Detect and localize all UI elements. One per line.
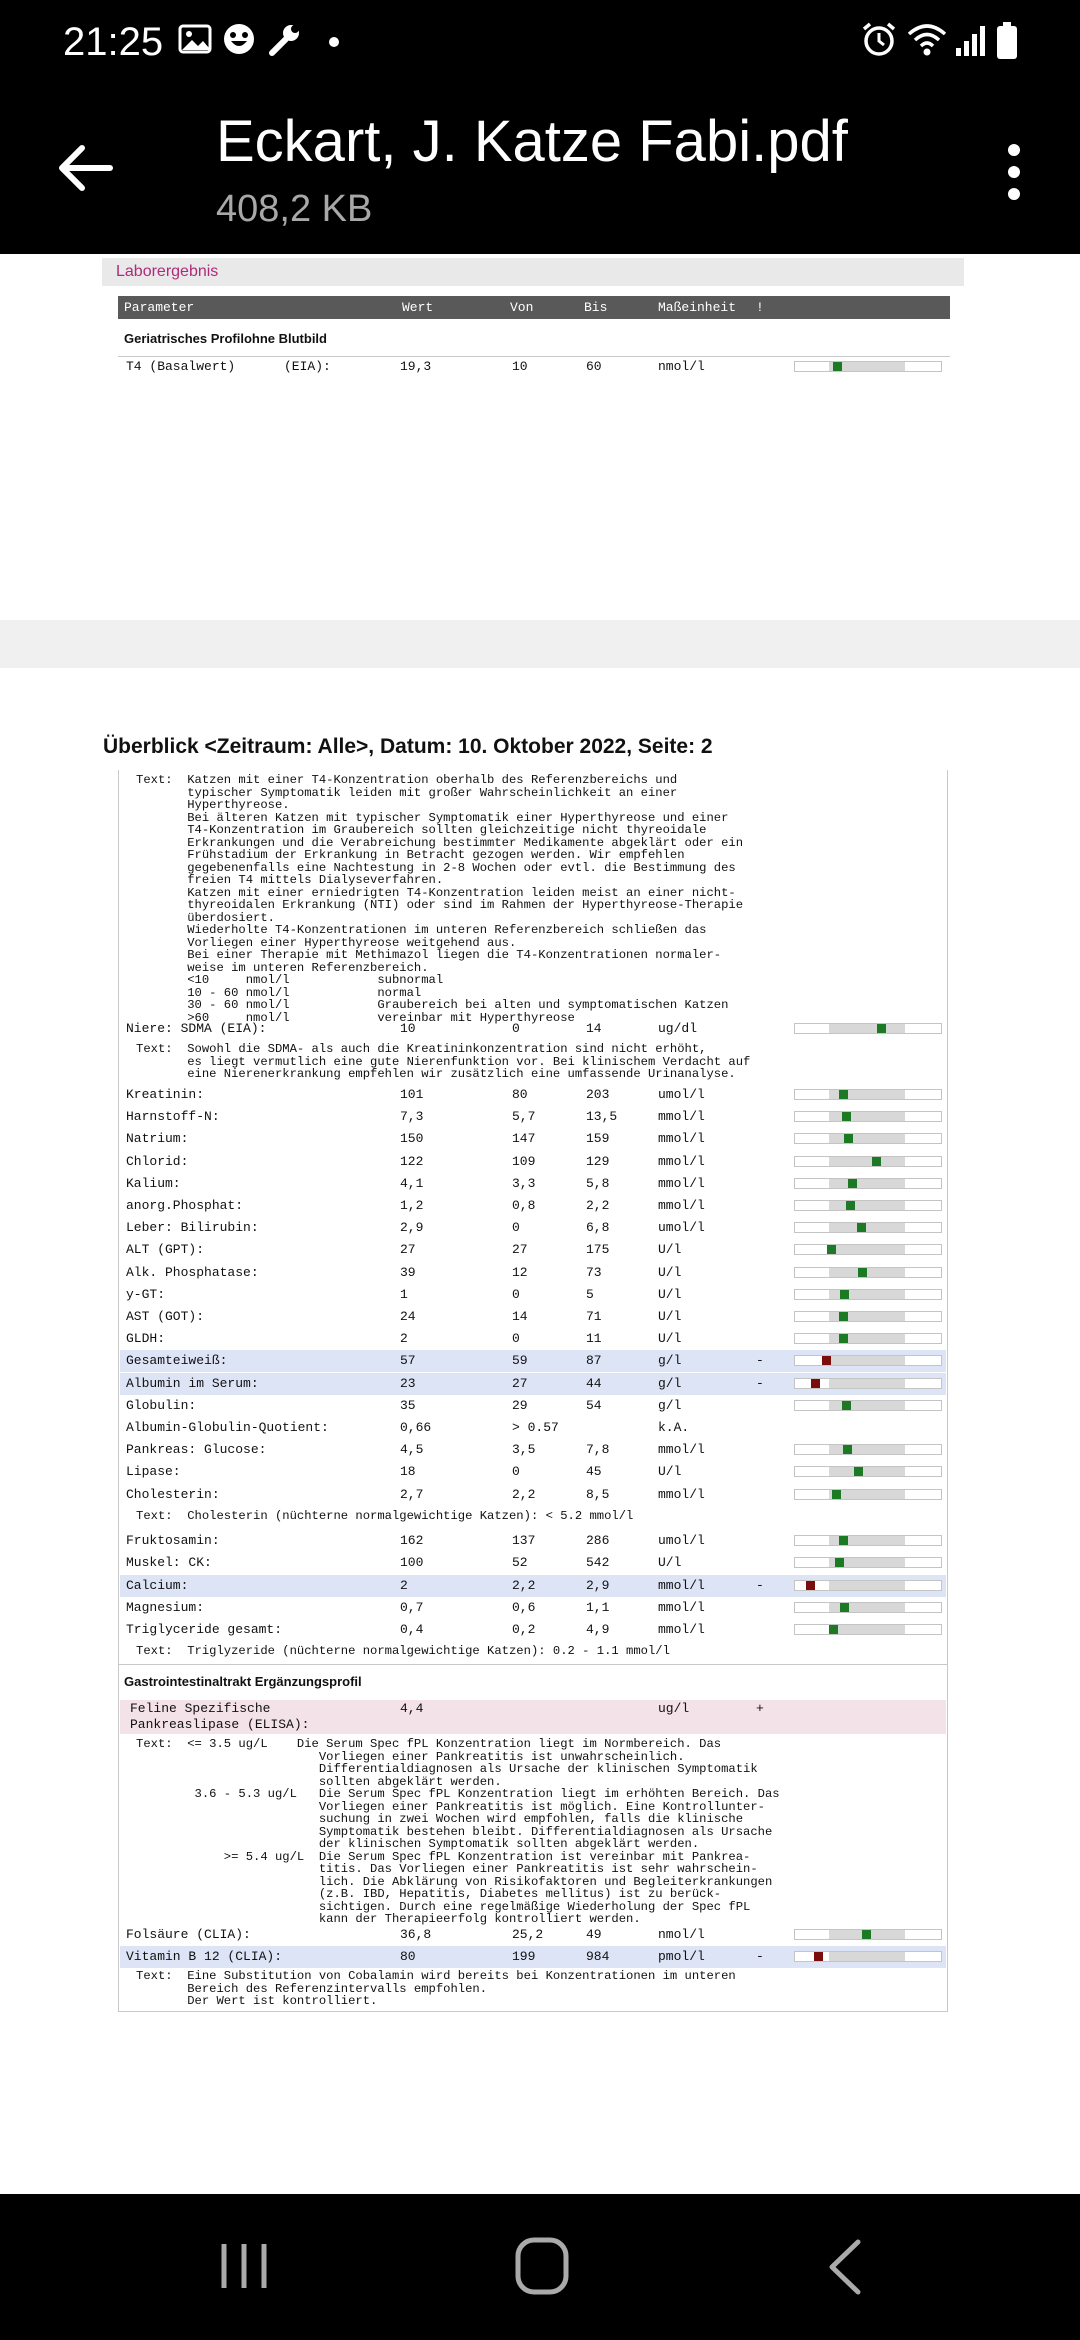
document-title: Eckart, J. Katze Fabi.pdf	[216, 109, 848, 174]
battery-icon	[996, 22, 1018, 60]
result-to: 5,8	[586, 1175, 610, 1191]
result-name: y-GT:	[126, 1286, 166, 1302]
result-to: 45	[586, 1464, 602, 1480]
result-row	[120, 1597, 946, 1619]
result-unit: U/l	[658, 1264, 682, 1280]
result-to: 60	[586, 359, 602, 374]
result-name: Triglyceride gesamt:	[126, 1622, 283, 1638]
result-row	[120, 1084, 946, 1106]
result-to: 13,5	[586, 1109, 618, 1125]
result-to: 542	[586, 1555, 610, 1571]
section-title-bar	[102, 258, 964, 286]
reference-range	[829, 1625, 905, 1634]
result-to: 4,9	[586, 1622, 610, 1638]
result-value: 2	[400, 1577, 408, 1593]
value-marker	[811, 1379, 820, 1388]
result-name: Folsäure (CLIA):	[126, 1927, 251, 1942]
result-unit: mmol/l	[658, 1622, 705, 1638]
value-marker	[843, 1445, 852, 1454]
range-indicator	[794, 1089, 942, 1100]
status-clock: 21:25	[63, 20, 164, 64]
group-title: Geriatrisches Profilohne Blutbild	[124, 331, 327, 346]
result-name: Niere: SDMA (EIA):	[126, 1021, 267, 1036]
result-unit: g/l	[658, 1375, 682, 1391]
result-from: 0	[512, 1220, 520, 1236]
range-indicator	[794, 1156, 942, 1167]
result-value: 0,66	[400, 1420, 432, 1435]
value-marker	[842, 1112, 851, 1121]
result-value: 1,2	[400, 1198, 424, 1213]
result-value: 36,8	[400, 1927, 432, 1942]
result-flag: -	[756, 1949, 764, 1964]
result-row	[120, 1619, 946, 1641]
value-marker	[877, 1024, 886, 1033]
back-arrow-icon[interactable]	[48, 132, 120, 204]
result-unit: U/l	[658, 1286, 682, 1302]
result-flag: -	[756, 1375, 764, 1391]
range-indicator	[794, 1023, 942, 1034]
result-to: 49	[586, 1927, 602, 1942]
result-unit: umol/l	[658, 1220, 705, 1236]
result-name: ALT (GPT):	[126, 1242, 205, 1258]
result-to: 129	[586, 1153, 610, 1169]
result-unit: U/l	[658, 1464, 682, 1480]
result-from: 109	[512, 1153, 536, 1169]
result-to: 2,2	[586, 1198, 610, 1213]
fpl-note: Text: <= 3.5 ug/L Die Serum Spec fPL Konzentration liegt im Normbereich. Das Vorliegen einer Pankreatitis ist unwahrscheinlich. Differentialdiagnosen als Ursache der klinischen Symptomatik sollten abgeklärt werden. 3.6 - 5.3 ug/L Die Serum Spec fPL Konzentration liegt im erhöhten Bereich. Das Vorliegen einer Pankreatitis ist möglich. Eine Kontrollunter- suchung in zwei Wochen wird empfohlen, falls die klinische Symptomatik bestehen bleibt. Differentialdiagnosen als Ursache der klinischen Symptomatik sollten abgeklärt werden. >= 5.4 ug/L Die Serum Spec fPL Konzentration ist vereinbar mit Pankrea- titis. Das Vorliegen einer Pankreatitis ist sehr wahrschein- lich. Die Abklärung von Risikofaktoren und Begleiterkrankungen (z.B. IBD, Hepatitis, Diabetes mellitus) ist zu berück- sichtigen. Durch eine regelmäßige Wiederholung der Spec fPL kann der Therapieerfolg kontrolliert werden.	[136, 1737, 780, 1926]
result-value: 7,3	[400, 1109, 424, 1125]
result-from: 0	[512, 1331, 520, 1347]
result-name: Kreatinin:	[126, 1087, 205, 1102]
result-from: 59	[512, 1353, 528, 1369]
result-from: 0,6	[512, 1599, 536, 1615]
result-to: 984	[586, 1949, 610, 1964]
result-to: 1,1	[586, 1599, 610, 1615]
range-indicator	[794, 1580, 942, 1591]
value-marker	[840, 1603, 849, 1612]
value-marker	[857, 1223, 866, 1232]
reference-range	[829, 1401, 905, 1410]
result-value: 18	[400, 1464, 416, 1480]
result-row	[120, 1439, 946, 1461]
result-method: (EIA):	[284, 359, 331, 374]
gastro-section-title: Gastrointestinaltrakt Ergänzungsprofil	[124, 1674, 362, 1689]
status-bar	[0, 0, 1080, 84]
result-name: Albumin-Globulin-Quotient:	[126, 1420, 329, 1435]
result-unit: k.A.	[658, 1420, 690, 1435]
t4-note: Text: Katzen mit einer T4-Konzentration oberhalb des Referenzbereichs und typischer Symptomatik leiden mit großer Wahrscheinlichkeit an einer Hyperthyreose. Bei älteren Katzen mit typischer Symptomatik einer Hyperthyreose und einer T4-Konzentration im Graubereich sollten gleichzeitige nicht thyreoidale Erkrankungen und die Verabreichung bestimmter Medikamente abgeklärt oder ein Frühstadium der Erkrankung in Betracht gezogen werden. Wir empfehlen gegebenenfalls eine Nachtestung in 2-8 Wochen oder evtl. die Bestimmung des freien T4 mittels Dialyseverfahren. Katzen mit einer erniedrigten T4-Konzentration leiden meist an einer nicht- thyreoidalen Erkrankung (NTI) oder sind im Rahmen der Hyperthyreose-Therapie überdosiert. Wiederholte T4-Konzentrationen im unteren Referenzbereich schließen das Vorliegen einer Hyperthyreose weitgehend aus. Bei einer Therapie mit Methimazol liegen die T4-Konzentrationen normaler- weise im unteren Referenzbereich. <10 nmol/l subnormal 10 - 60 nmol/l normal 30 - 60 nmol/l Graubereich bei alten und symptomatischen Katzen >60 nmol/l vereinbar mit Hyperthyreose	[136, 773, 744, 1025]
result-value: 100	[400, 1555, 424, 1571]
home-icon[interactable]	[514, 2236, 570, 2296]
result-from: 27	[512, 1242, 528, 1258]
value-marker	[872, 1157, 881, 1166]
b12-note: Text: Eine Substitution von Cobalamin wird bereits bei Konzentrationen im unteren Bereich des Referenzintervalls empfohlen. Der Wert ist kontrolliert.	[136, 1969, 736, 2008]
result-name: Alk. Phosphatase:	[126, 1264, 259, 1280]
range-indicator	[794, 1311, 942, 1322]
result-from: 14	[512, 1309, 528, 1324]
result-value: 2	[400, 1331, 408, 1347]
result-to: 73	[586, 1264, 602, 1280]
sdma-note: Text: Sowohl die SDMA- als auch die Kreatininkonzentration sind nicht erhöht, es liegt vermutlich eine gute Nierenfunktion vor. Bei klinischem Verdacht auf eine Nierenerkrankung empfehlen wir zusätzlich eine umfassende Urinanalyse.	[136, 1042, 751, 1081]
reference-range	[829, 1179, 905, 1188]
result-row	[120, 1350, 946, 1372]
range-indicator	[794, 1400, 942, 1411]
result-row	[120, 1575, 946, 1597]
navigation-bar	[0, 2194, 1080, 2340]
range-indicator	[794, 1267, 942, 1278]
result-to: 54	[586, 1397, 602, 1413]
result-flag: -	[756, 1353, 764, 1369]
column-header: Wert	[402, 300, 434, 315]
result-name: Harnstoff-N:	[126, 1109, 220, 1125]
result-name: Magnesium:	[126, 1599, 205, 1615]
reference-range	[829, 1112, 905, 1121]
value-marker	[835, 1558, 844, 1567]
result-value: 19,3	[400, 359, 432, 374]
result-unit: ug/dl	[658, 1021, 698, 1036]
page-heading: Überblick <Zeitraum: Alle>, Datum: 10. Oktober 2022, Seite: 2	[103, 735, 713, 758]
range-indicator	[794, 1355, 942, 1366]
value-marker	[839, 1536, 848, 1545]
result-value: 10	[400, 1021, 416, 1036]
result-name: Gesamteiweiß:	[126, 1353, 228, 1369]
result-value: 57	[400, 1353, 416, 1369]
range-indicator	[794, 1178, 942, 1189]
value-marker	[839, 1090, 848, 1099]
result-value: 2,9	[400, 1220, 424, 1236]
result-unit: U/l	[658, 1555, 682, 1571]
result-value: 2,7	[400, 1486, 424, 1502]
result-unit: pmol/l	[658, 1949, 705, 1964]
fpl-name-line2: Pankreaslipase (ELISA):	[130, 1717, 310, 1732]
value-marker	[862, 1930, 871, 1939]
range-indicator	[794, 1444, 942, 1455]
result-value: 4,5	[400, 1442, 424, 1458]
result-from: 2,2	[512, 1486, 536, 1502]
section-title: Laborergebnis	[116, 263, 219, 280]
result-unit: mmol/l	[658, 1198, 705, 1213]
result-value: 80	[400, 1949, 416, 1964]
value-marker	[827, 1245, 836, 1254]
reference-range	[829, 1268, 905, 1277]
result-unit: U/l	[658, 1309, 682, 1324]
result-to: 14	[586, 1021, 602, 1036]
result-from: 0,8	[512, 1198, 536, 1213]
value-marker	[840, 1290, 849, 1299]
result-name: Vitamin B 12 (CLIA):	[126, 1949, 283, 1964]
result-value: 23	[400, 1375, 416, 1391]
result-name: Natrium:	[126, 1131, 189, 1147]
value-marker	[848, 1179, 857, 1188]
result-row	[120, 1530, 946, 1552]
result-to: 5	[586, 1286, 594, 1302]
value-marker	[858, 1268, 867, 1277]
range-indicator	[794, 1200, 942, 1211]
notification-dot-icon	[328, 36, 340, 48]
range-indicator	[794, 361, 942, 372]
reference-range	[829, 1201, 905, 1210]
range-indicator	[794, 1466, 942, 1477]
result-name: Lipase:	[126, 1464, 181, 1480]
result-to: 159	[586, 1131, 610, 1147]
alarm-icon	[860, 20, 898, 58]
app-bar	[0, 84, 1080, 254]
recent-apps-icon[interactable]	[216, 2238, 272, 2294]
result-to: 8,5	[586, 1486, 610, 1502]
wifi-icon	[906, 20, 948, 58]
reference-range	[829, 1134, 905, 1143]
value-marker	[854, 1467, 863, 1476]
result-flag: -	[756, 1577, 764, 1593]
result-value: 35	[400, 1397, 416, 1413]
range-indicator	[794, 1602, 942, 1613]
result-unit: mmol/l	[658, 1175, 705, 1191]
result-unit: nmol/l	[658, 1927, 705, 1942]
result-to: 203	[586, 1087, 610, 1102]
reference-range	[829, 1223, 905, 1232]
result-to: 87	[586, 1353, 602, 1369]
result-value: 1	[400, 1286, 408, 1302]
result-from: 29	[512, 1397, 528, 1413]
result-row	[120, 356, 946, 378]
result-unit: mmol/l	[658, 1599, 705, 1615]
result-from: 0	[512, 1464, 520, 1480]
result-name: Albumin im Serum:	[126, 1375, 259, 1391]
result-row	[120, 1484, 946, 1506]
value-marker	[829, 1625, 838, 1634]
result-unit: umol/l	[658, 1087, 705, 1102]
result-name: Leber: Bilirubin:	[126, 1220, 259, 1236]
column-header: Maßeinheit	[658, 300, 737, 315]
result-unit: U/l	[658, 1242, 682, 1258]
reference-range	[829, 1245, 905, 1254]
result-from: 2,2	[512, 1577, 536, 1593]
result-unit: U/l	[658, 1331, 682, 1347]
reference-range	[829, 1581, 905, 1590]
result-value: 0,7	[400, 1599, 424, 1615]
range-indicator	[794, 1489, 942, 1500]
result-value: 39	[400, 1264, 416, 1280]
result-row	[120, 1306, 946, 1328]
result-name: GLDH:	[126, 1331, 166, 1347]
value-marker	[839, 1312, 848, 1321]
triglyceride-note: Text: Triglyzeride (nüchterne normalgewichtige Katzen): 0.2 - 1.1 mmol/l	[136, 1644, 670, 1658]
result-unit: mmol/l	[658, 1153, 705, 1169]
range-indicator	[794, 1111, 942, 1122]
result-from: 25,2	[512, 1927, 544, 1942]
result-to: 286	[586, 1533, 610, 1548]
value-marker	[842, 1401, 851, 1410]
result-row	[120, 1924, 946, 1946]
reference-range	[829, 1157, 905, 1166]
result-value: 24	[400, 1309, 416, 1324]
reference-range	[829, 1445, 905, 1454]
result-name: Pankreas: Glucose:	[126, 1442, 267, 1458]
result-from: 52	[512, 1555, 528, 1571]
fpl-flag: +	[756, 1701, 764, 1716]
result-value: 27	[400, 1242, 416, 1258]
result-name: Globulin:	[126, 1397, 197, 1413]
reference-range	[829, 1379, 905, 1388]
result-unit: mmol/l	[658, 1577, 705, 1593]
result-row	[120, 1373, 946, 1395]
result-from: 0,2	[512, 1622, 536, 1638]
value-marker	[844, 1134, 853, 1143]
range-indicator	[794, 1378, 942, 1389]
cholesterol-note: Text: Cholesterin (nüchterne normalgewichtige Katzen): < 5.2 mmol/l	[136, 1509, 634, 1523]
result-row	[120, 1018, 946, 1040]
result-from: 80	[512, 1087, 528, 1102]
result-from: 0	[512, 1021, 520, 1036]
result-name: Cholesterin:	[126, 1486, 220, 1502]
result-value: 150	[400, 1131, 424, 1147]
result-row	[120, 1262, 946, 1284]
result-row	[120, 1417, 946, 1439]
result-to: 11	[586, 1331, 602, 1347]
result-from: 147	[512, 1131, 536, 1147]
result-row	[120, 1106, 946, 1128]
range-indicator	[794, 1624, 942, 1635]
result-row	[120, 1284, 946, 1306]
result-to: 175	[586, 1242, 610, 1258]
result-row	[120, 1151, 946, 1173]
result-to: 6,8	[586, 1220, 610, 1236]
result-row	[120, 1173, 946, 1195]
result-to: 71	[586, 1309, 602, 1324]
range-indicator	[794, 1289, 942, 1300]
result-name: AST (GOT):	[126, 1309, 205, 1324]
result-from: 3,3	[512, 1175, 536, 1191]
fpl-unit: ug/l	[658, 1701, 690, 1716]
result-unit: nmol/l	[658, 359, 705, 374]
reference-range	[829, 1952, 905, 1961]
wrench-icon	[266, 22, 302, 58]
reference-range	[829, 1024, 905, 1033]
fpl-name-line1: Feline Spezifische	[130, 1701, 271, 1716]
back-nav-icon[interactable]	[822, 2238, 866, 2296]
value-marker	[832, 1490, 841, 1499]
value-marker	[846, 1201, 855, 1210]
result-row	[120, 1328, 946, 1350]
result-name: Kalium:	[126, 1175, 181, 1191]
column-header: Bis	[584, 300, 608, 315]
result-row	[120, 1552, 946, 1574]
range-indicator	[794, 1557, 942, 1568]
result-from: 199	[512, 1949, 536, 1964]
column-header: Von	[510, 300, 534, 315]
result-row	[120, 1395, 946, 1417]
result-row	[120, 1195, 946, 1217]
result-from: 12	[512, 1264, 528, 1280]
range-indicator	[794, 1133, 942, 1144]
file-size: 408,2 KB	[216, 188, 373, 230]
range-indicator	[794, 1929, 942, 1940]
result-to: 44	[586, 1375, 602, 1391]
range-indicator	[794, 1535, 942, 1546]
range-indicator	[794, 1222, 942, 1233]
result-name: T4 (Basalwert)	[126, 359, 236, 374]
range-indicator	[794, 1244, 942, 1255]
range-indicator	[794, 1951, 942, 1962]
result-name: anorg.Phosphat:	[126, 1198, 244, 1213]
value-marker	[806, 1581, 815, 1590]
result-unit: mmol/l	[658, 1486, 705, 1502]
value-marker	[822, 1356, 831, 1365]
result-from: 27	[512, 1375, 528, 1391]
range-indicator	[794, 1333, 942, 1344]
result-row	[120, 1461, 946, 1483]
result-from: 3,5	[512, 1442, 536, 1458]
divider	[118, 1664, 948, 1665]
result-unit: g/l	[658, 1353, 682, 1369]
result-value: 162	[400, 1533, 424, 1548]
result-name: Fruktosamin:	[126, 1533, 220, 1548]
result-from: > 0.57	[512, 1420, 559, 1435]
result-row	[120, 1217, 946, 1239]
result-from: 5,7	[512, 1109, 536, 1125]
result-from: 0	[512, 1286, 520, 1302]
column-header: !	[756, 300, 764, 315]
result-value: 4,1	[400, 1175, 424, 1191]
value-marker	[839, 1334, 848, 1343]
result-unit: mmol/l	[658, 1131, 705, 1147]
result-to: 7,8	[586, 1442, 610, 1458]
page-separator	[0, 620, 1080, 668]
result-name: Chlorid:	[126, 1153, 189, 1169]
reference-range	[829, 1467, 905, 1476]
result-row	[120, 1946, 946, 1968]
result-to: 2,9	[586, 1577, 610, 1593]
result-from: 10	[512, 359, 528, 374]
result-unit: mmol/l	[658, 1442, 705, 1458]
results-table-header	[118, 296, 950, 319]
result-name: Muskel: CK:	[126, 1555, 212, 1571]
result-value: 0,4	[400, 1622, 424, 1638]
result-row	[120, 1128, 946, 1150]
result-name: Calcium:	[126, 1577, 189, 1593]
result-unit: g/l	[658, 1397, 682, 1413]
more-options-icon[interactable]	[996, 140, 1032, 204]
result-value: 101	[400, 1087, 424, 1102]
value-marker	[814, 1952, 823, 1961]
fpl-value: 4,4	[400, 1701, 424, 1716]
value-marker	[833, 362, 842, 371]
reference-range	[829, 1356, 905, 1365]
fpl-row	[120, 1700, 946, 1734]
result-row	[120, 1239, 946, 1261]
column-header: Parameter	[124, 300, 195, 315]
result-value: 122	[400, 1153, 424, 1169]
emoji-icon	[222, 22, 256, 56]
result-unit: mmol/l	[658, 1109, 705, 1125]
gallery-icon	[178, 22, 212, 56]
signal-icon	[954, 24, 988, 58]
result-unit: umol/l	[658, 1533, 705, 1548]
result-from: 137	[512, 1533, 536, 1548]
